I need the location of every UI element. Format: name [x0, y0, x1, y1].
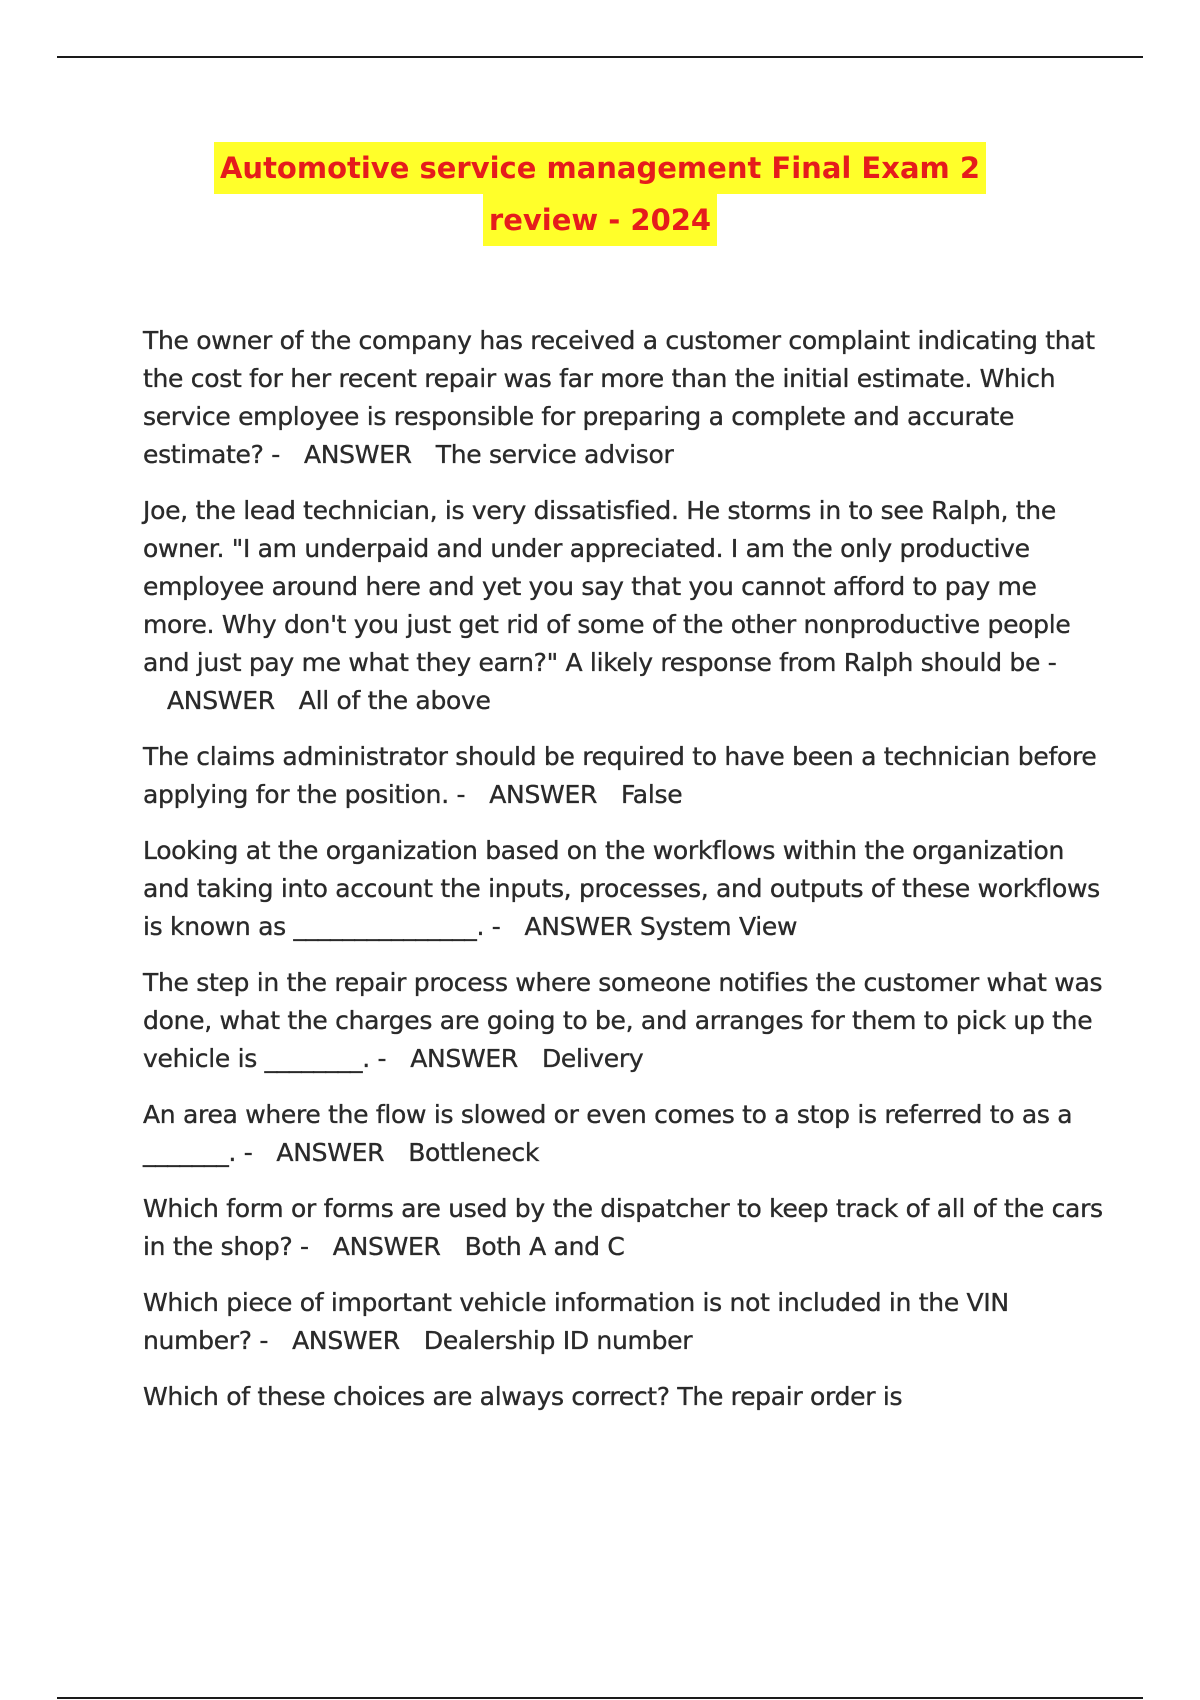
question-text: The step in the repair process where someone notifies the customer what was done, what the charges are going to be, and arranges for them to pick up the vehicle is ________. - — [143, 968, 1103, 1073]
question-text: Joe, the lead technician, is very dissatisfied. He storms in to see Ralph, the owner. "I am underpaid and under appreciated. I am the only productive employee around here and yet you say that you cannot afford to pay me more. Why don't you just get rid of some of the other nonproductive people and just pay me what they earn?" A likely response from Ralph should be - — [143, 496, 1071, 677]
question-text: Looking at the organization based on the workflows within the organization and taking into account the inputs, processes, and outputs of these workflows is known as _______________. - — [143, 836, 1100, 941]
answer-text: False — [621, 780, 683, 809]
answer-text: The service advisor — [435, 440, 674, 469]
answer-text: All of the above — [298, 686, 491, 715]
question-text: Which of these choices are always correct? The repair order is — [143, 1382, 903, 1411]
qa-item-3 — [143, 738, 1103, 814]
answer-label: ANSWER — [410, 1044, 518, 1073]
title-line-2: review - 2024 — [483, 194, 717, 246]
qa-item-1 — [143, 322, 1103, 474]
header-rule — [57, 56, 1143, 58]
answer-text: Dealership ID number — [423, 1326, 693, 1355]
qa-item-9 — [143, 1378, 1103, 1416]
answer-label: ANSWER — [167, 686, 275, 715]
question-text: Which form or forms are used by the dispatcher to keep track of all of the cars in the shop? - — [143, 1194, 1103, 1261]
qa-item-6 — [143, 1096, 1103, 1172]
question-text: The claims administrator should be required to have been a technician before applying for the position. - — [143, 742, 1097, 809]
qa-item-8 — [143, 1284, 1103, 1360]
answer-label: ANSWER — [524, 912, 633, 941]
answer-text: Delivery — [541, 1044, 644, 1073]
question-text: An area where the flow is slowed or even comes to a stop is referred to as a _______. - — [143, 1100, 1073, 1167]
answer-label: ANSWER — [332, 1232, 441, 1261]
qa-item-2 — [143, 492, 1103, 720]
answer-text: Both A and C — [464, 1232, 625, 1261]
qa-list — [143, 322, 1103, 1434]
answer-text: System View — [639, 912, 798, 941]
answer-label: ANSWER — [489, 780, 598, 809]
qa-item-4 — [143, 832, 1103, 946]
question-text: The owner of the company has received a customer complaint indicating that the cost for her recent repair was far more than the initial estimate. Which service employee is responsible for preparing a complete and accurate estimate? - — [143, 326, 1095, 469]
qa-item-5 — [143, 964, 1103, 1078]
question-text: Which piece of important vehicle information is not included in the VIN number? - — [143, 1288, 1009, 1355]
answer-text: Bottleneck — [408, 1138, 540, 1167]
qa-item-7 — [143, 1190, 1103, 1266]
answer-label: ANSWER — [276, 1138, 385, 1167]
title-line-1: Automotive service management Final Exam 2 — [214, 142, 986, 194]
document-title — [0, 142, 1200, 246]
answer-label: ANSWER — [292, 1326, 400, 1355]
footer-rule — [57, 1697, 1143, 1699]
answer-label: ANSWER — [303, 440, 412, 469]
